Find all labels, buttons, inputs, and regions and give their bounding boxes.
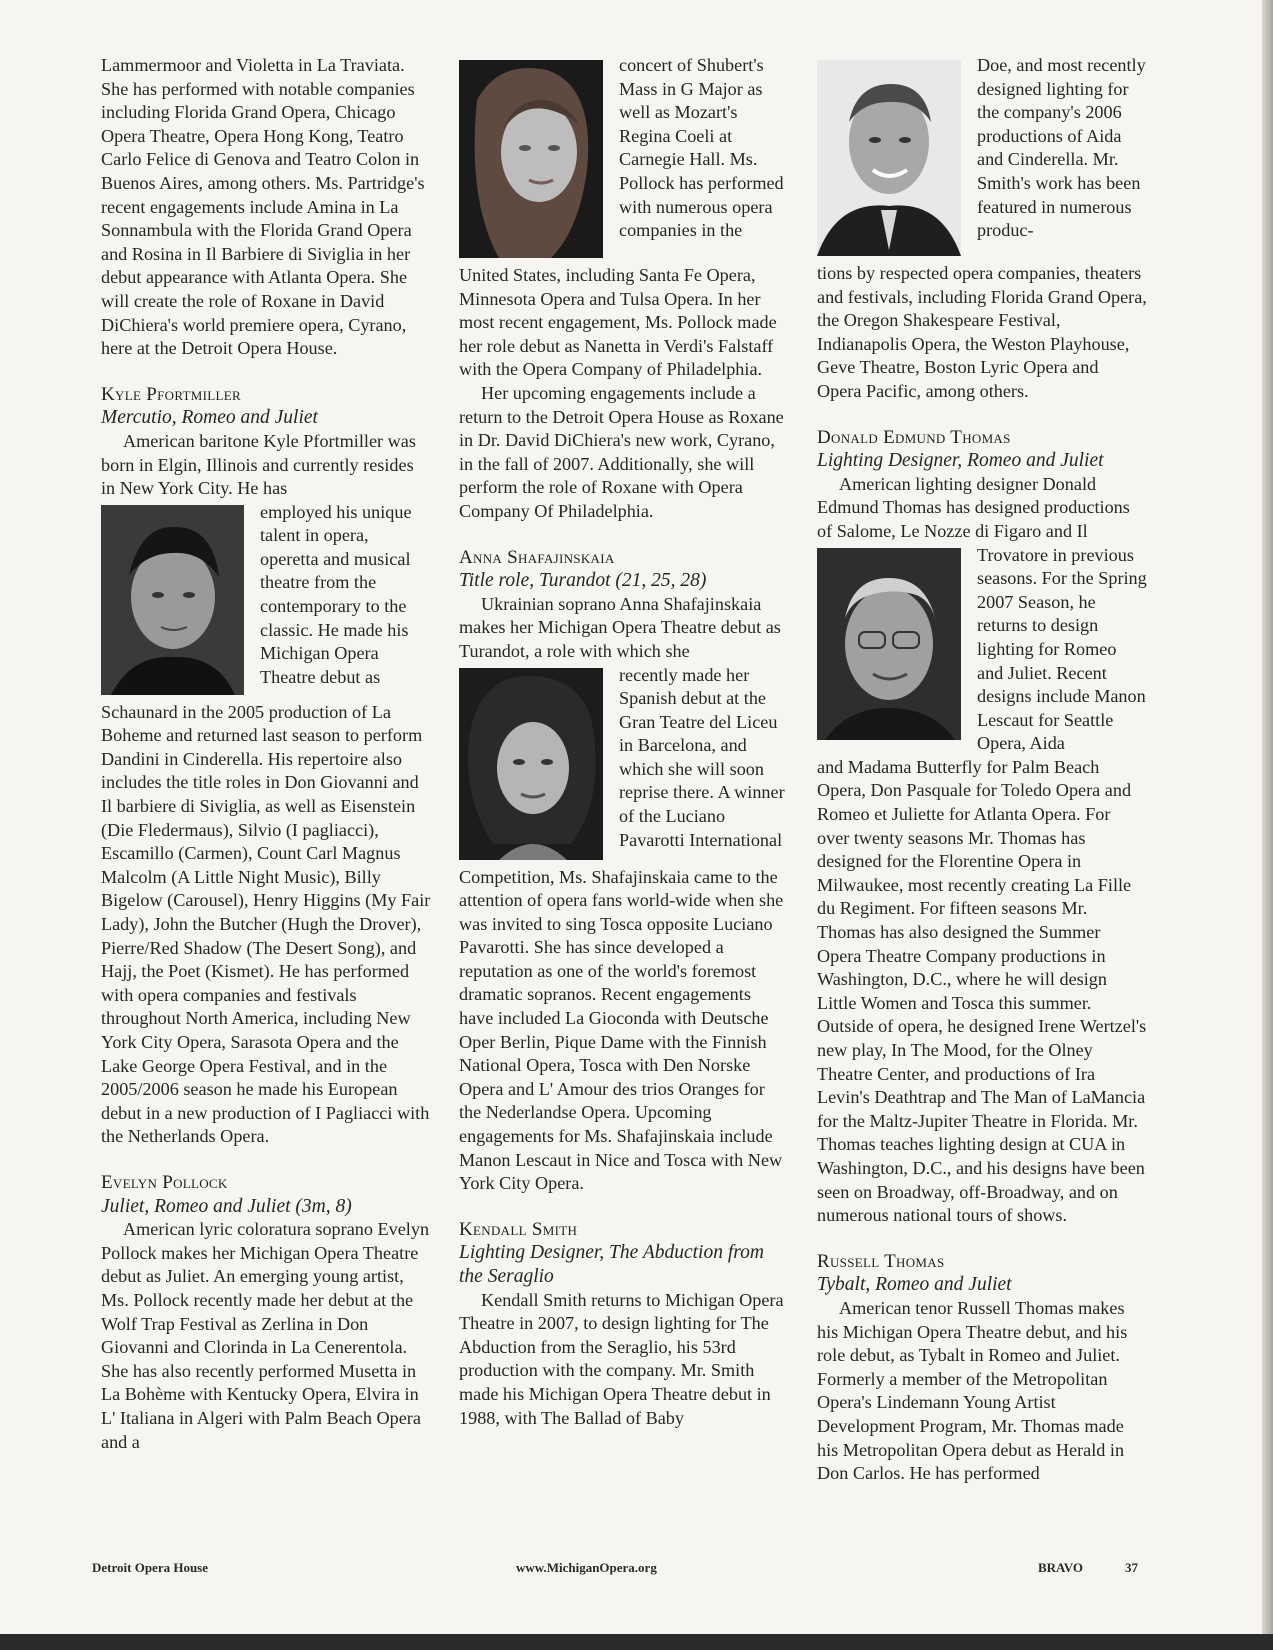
russell-thomas-role: Tybalt, Romeo and Juliet <box>817 1274 1012 1296</box>
donald-edmund-thomas-role: Lighting Designer, Romeo and Juliet <box>817 450 1104 472</box>
russell-thomas-name: Russell Thomas <box>817 1250 945 1272</box>
evelyn-pollock-photo <box>459 60 603 258</box>
kendall-smith-name: Kendall Smith <box>459 1218 578 1240</box>
kyle-pfortmiller-bio-wrap: employed his unique talent in opera, operetta and musical theatre from the contemporary to the classic. He made his Michigan Opera Theatre debut as <box>260 501 412 687</box>
page-edge <box>1262 0 1273 1650</box>
footer-magazine-name: BRAVO <box>1038 1560 1084 1575</box>
russell-thomas-bio: American tenor Russell Thomas makes his Michigan Opera Theatre debut, and his role debut, as Tybalt in Romeo and Juliet. Formerly a member of the Metropolitan Opera's Lindemann Young Artist Development Program, Mr. Thomas made his Metropolitan Opera debut as Herald in Don Carlos. He has performed <box>817 1297 1128 1484</box>
donald-edmund-thomas-name: Donald Edmund Thomas <box>817 426 1011 448</box>
kendall-smith-bio-continued-wrap: Doe, and most recently designed lighting for the company's 2006 productions of Aida and Cinderella. Mr. Smith's work has been featured in numerous produc- <box>977 55 1146 241</box>
evelyn-pollock-name: Evelyn Pollock <box>101 1171 228 1193</box>
kyle-pfortmiller-role: Mercutio, Romeo and Juliet <box>101 407 318 429</box>
kyle-pfortmiller-name: Kyle Pfortmiller <box>101 383 241 405</box>
donald-edmund-thomas-photo <box>817 548 961 740</box>
kyle-pfortmiller-photo <box>101 505 244 695</box>
column-3 <box>817 54 1147 1486</box>
anna-shafajinskaia-bio-rest: Competition, Ms. Shafajinskaia came to the attention of opera fans world-wide when she was invited to sing Tosca opposite Luciano Pavarotti. She has since developed a reputation as one of the world's foremost dramatic sopranos. Recent engagements have included La Gioconda with Deutsche Oper Berlin, Pique Dame with the Finnish National Opera, Tosca with Den Norske Opera and L' Amour des trios Oranges for the Nederlandse Opera. Upcoming engagements for Ms. Shafajinskaia include Manon Lescaut in Nice and Tosca with New York City Opera. <box>459 866 784 1194</box>
anna-shafajinskaia-bio-intro: Ukrainian soprano Anna Shafajinskaia makes her Michigan Opera Theatre debut as Turandot, a role with which she <box>459 593 781 661</box>
column-2 <box>459 54 789 1430</box>
kyle-pfortmiller-bio-intro: American baritone Kyle Pfortmiller was born in Elgin, Illinois and currently resides in New York City. He has <box>101 430 416 499</box>
footer-website[interactable]: www.MichiganOpera.org <box>516 1560 657 1575</box>
kendall-smith-bio: Kendall Smith returns to Michigan Opera Theatre in 2007, to design lighting for The Abduction from the Seraglio, his 53rd production with the company. Mr. Smith made his Michigan Opera Theatre debut in 1988, with The Ballad of Baby <box>459 1289 784 1428</box>
evelyn-pollock-bio-continued-wrap: concert of Shubert's Mass in G Major as well as Mozart's Regina Coeli at Carnegie Hall. Ms. Pollock has performed with numerous opera companies in the <box>619 55 784 241</box>
kendall-smith-photo <box>817 60 961 256</box>
kyle-pfortmiller-bio-rest: Schaunard in the 2005 production of La Boheme and returned last season to perform Dandini in Cinderella. His repertoire also includes the title roles in Don Giovanni and Il barbiere di Siviglia, as well as Eisenstein (Die Fledermaus), Silvio (I pagliacci), Escamillo (Carmen), Count Carl Magnus Malcolm (A Little Night Music), Billy Bigelow (Carousel), Henry Higgins (My Fair Lady), John the Butcher (Hugh the Drover), Pierre/Red Shadow (The Desert Song), and Hajj, the Poet (Kismet). He has performed with opera companies and festivals throughout North America, including New York City Opera, Sarasota Opera and the Lake George Opera Festival, and in the 2005/2006 season he made his European debut in a new production of I Pagliacci with the Netherlands Opera. <box>101 701 431 1147</box>
anna-shafajinskaia-bio-wrap: recently made her Spanish debut at the Gran Teatre del Liceu in Barcelona, and which she will soon reprise there. A winner of the Luciano Pavarotti International <box>619 664 785 850</box>
footer-venue: Detroit Opera House <box>92 1560 209 1575</box>
evelyn-pollock-bio: American lyric coloratura soprano Evelyn Pollock makes her Michigan Opera Theatre debut as Juliet. An emerging young artist, Ms. Pollock recently made her debut at the Wolf Trap Festival as Zerlina in Don Giovanni and Clorinda in La Cenerentola. She has also recently performed Musetta in La Bohème with Kentucky Opera, Elvira in L' Italiana in Algeri with Palm Beach Opera and a <box>101 1219 430 1452</box>
donald-edmund-thomas-bio-wrap: Trovatore in previous seasons. For the Spring 2007 Season, he returns to design lighting for Romeo and Juliet. Recent designs include Manon Lescaut for Seattle Opera, Aida <box>977 544 1147 754</box>
evelyn-pollock-upcoming: Her upcoming engagements include a return to the Detroit Opera House as Roxane in Dr. David DiChiera's new work, Cyrano, in the fall of 2007. Additionally, she will perform the role of Roxane with Opera Company Of Philadelphia. <box>459 382 784 521</box>
footer-page-number: 37 <box>1125 1560 1138 1575</box>
donald-edmund-thomas-bio-intro: American lighting designer Donald Edmund Thomas has designed productions of Salome, Le Nozze di Figaro and Il <box>817 473 1130 541</box>
evelyn-pollock-role: Juliet, Romeo and Juliet (3m, 8) <box>101 1195 352 1217</box>
kendall-smith-bio-continued: tions by respected opera companies, theaters and festivals, including Florida Grand Opera, the Oregon Shakespeare Festival, Indianapolis Opera, the Weston Playhouse, Geve Theatre, Boston Lyric Opera and Opera Pacific, among others. <box>817 263 1147 401</box>
evelyn-pollock-bio-continued: United States, including Santa Fe Opera, Minnesota Opera and Tulsa Opera. In her most recent engagement, Ms. Pollock made her role debut as Nanetta in Verdi's Falstaff with the Opera Company of Philadelphia. <box>459 265 777 380</box>
partridge-bio-continued: Lammermoor and Violetta in La Traviata. She has performed with notable companies including Florida Grand Opera, Chicago Opera Theatre, Opera Hong Kong, Teatro Carlo Felice di Genova and Teatro Colon in Buenos Aires, among others. Ms. Partridge's recent engagements include Amina in La Sonnambula with the Florida Grand Opera and Rosina in Il Barbiere di Siviglia in her debut appearance with Atlanta Opera. She will create the role of Roxane in David DiChiera's world premiere opera, Cyrano, here at the Detroit Opera House. <box>101 55 425 359</box>
donald-edmund-thomas-bio-rest: and Madama Butterfly for Palm Beach Opera, Don Pasquale for Toledo Opera and Romeo et Juliette for Atlanta Opera. For over twenty seasons Mr. Thomas has designed for the Florentine Opera in Milwaukee, most recently creating La Fille du Regiment. For fifteen seasons Mr. Thomas has also designed the Summer Opera Theatre Company productions in Washington, D.C., where he will design Little Women and Tosca this summer. Outside of opera, he designed Irene Wertzel's new play, In The Mood, for the Olney Theatre Center, and productions of Ira Levin's Deathtrap and The Man of LaMancia for the Maltz-Jupiter Theatre in Florida. Mr. Thomas teaches lighting design at CUA in Washington, D.C., and his designs have been seen on Broadway, off-Broadway, and on numerous national tours of shows. <box>817 756 1147 1226</box>
anna-shafajinskaia-role: Title role, Turandot (21, 25, 28) <box>459 570 707 592</box>
anna-shafajinskaia-name: Anna Shafajinskaia <box>459 546 615 568</box>
scan-bottom-edge <box>0 1634 1273 1650</box>
column-1 <box>101 54 431 1454</box>
kendall-smith-role: Lighting Designer, The Abduction from the Seraglio <box>459 1242 764 1287</box>
anna-shafajinskaia-photo <box>459 668 603 860</box>
